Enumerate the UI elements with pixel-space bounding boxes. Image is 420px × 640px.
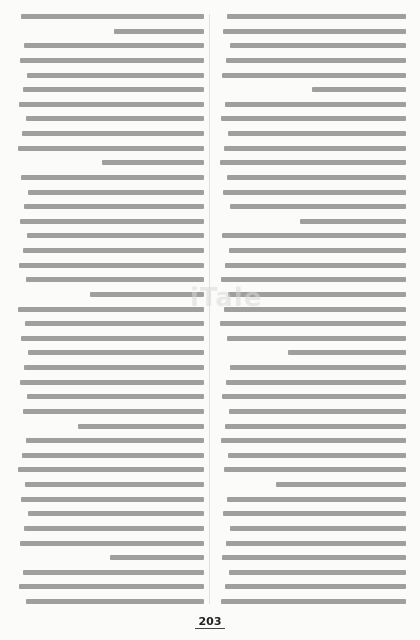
text-line-placeholder [23, 409, 204, 414]
text-line-placeholder [222, 394, 406, 399]
text-line-placeholder [21, 336, 204, 341]
text-line-placeholder [220, 160, 406, 165]
text-line-placeholder [18, 467, 204, 472]
page-number [0, 615, 420, 628]
text-line-placeholder [18, 146, 204, 151]
text-line-placeholder [27, 233, 204, 238]
text-line-placeholder [220, 321, 406, 326]
text-line-placeholder [25, 321, 204, 326]
text-line-placeholder [312, 87, 406, 92]
text-line-placeholder [225, 263, 406, 268]
text-line-placeholder [20, 380, 204, 385]
text-line-placeholder [24, 526, 204, 531]
watermark-text: iTale [190, 283, 263, 313]
text-line-placeholder [229, 409, 406, 414]
left-text-column [14, 14, 204, 604]
text-line-placeholder [20, 541, 204, 546]
text-line-placeholder [21, 497, 204, 502]
text-line-placeholder [230, 365, 406, 370]
text-line-placeholder [110, 555, 204, 560]
text-line-placeholder [226, 380, 406, 385]
text-line-placeholder [78, 424, 204, 429]
text-line-placeholder [222, 73, 406, 78]
text-line-placeholder [18, 307, 204, 312]
text-line-placeholder [227, 175, 406, 180]
text-line-placeholder [230, 204, 406, 209]
text-line-placeholder [23, 87, 204, 92]
text-line-placeholder [230, 526, 406, 531]
text-line-placeholder [223, 29, 406, 34]
text-line-placeholder [19, 584, 204, 589]
text-line-placeholder [227, 497, 406, 502]
text-line-placeholder [288, 350, 406, 355]
text-line-placeholder [24, 43, 204, 48]
text-line-placeholder [221, 277, 406, 282]
page-number-text: 203 [195, 615, 226, 629]
text-line-placeholder [223, 190, 406, 195]
text-line-placeholder [226, 541, 406, 546]
text-line-placeholder [227, 336, 406, 341]
text-line-placeholder [222, 555, 406, 560]
text-line-placeholder [230, 43, 406, 48]
text-line-placeholder [221, 116, 406, 121]
text-line-placeholder [222, 233, 406, 238]
text-line-placeholder [221, 438, 406, 443]
text-line-placeholder [221, 599, 406, 604]
text-line-placeholder [27, 73, 204, 78]
text-line-placeholder [28, 511, 204, 516]
text-line-placeholder [229, 570, 406, 575]
text-line-placeholder [26, 116, 204, 121]
text-line-placeholder [24, 365, 204, 370]
text-line-placeholder [27, 394, 204, 399]
text-line-placeholder [26, 438, 204, 443]
text-line-placeholder [20, 58, 204, 63]
text-line-placeholder [114, 29, 204, 34]
text-line-placeholder [26, 277, 204, 282]
text-line-placeholder [25, 482, 204, 487]
text-line-placeholder [90, 292, 204, 297]
text-line-placeholder [19, 263, 204, 268]
text-line-placeholder [300, 219, 406, 224]
text-line-placeholder [228, 131, 406, 136]
text-line-placeholder [226, 58, 406, 63]
text-line-placeholder [22, 453, 204, 458]
text-line-placeholder [19, 102, 204, 107]
text-line-placeholder [225, 584, 406, 589]
text-line-placeholder [276, 482, 406, 487]
text-line-placeholder [223, 511, 406, 516]
text-line-placeholder [23, 248, 204, 253]
text-line-placeholder [229, 248, 406, 253]
text-line-placeholder [228, 453, 406, 458]
text-line-placeholder [225, 102, 406, 107]
text-line-placeholder [23, 570, 204, 575]
text-line-placeholder [224, 146, 406, 151]
text-line-placeholder [225, 424, 406, 429]
text-line-placeholder [20, 219, 204, 224]
text-line-placeholder [102, 160, 204, 165]
text-line-placeholder [24, 204, 204, 209]
text-line-placeholder [26, 599, 204, 604]
text-line-placeholder [21, 175, 204, 180]
text-line-placeholder [227, 14, 406, 19]
text-line-placeholder [28, 350, 204, 355]
text-line-placeholder [28, 190, 204, 195]
text-line-placeholder [22, 131, 204, 136]
text-line-placeholder [21, 14, 204, 19]
text-line-placeholder [224, 467, 406, 472]
